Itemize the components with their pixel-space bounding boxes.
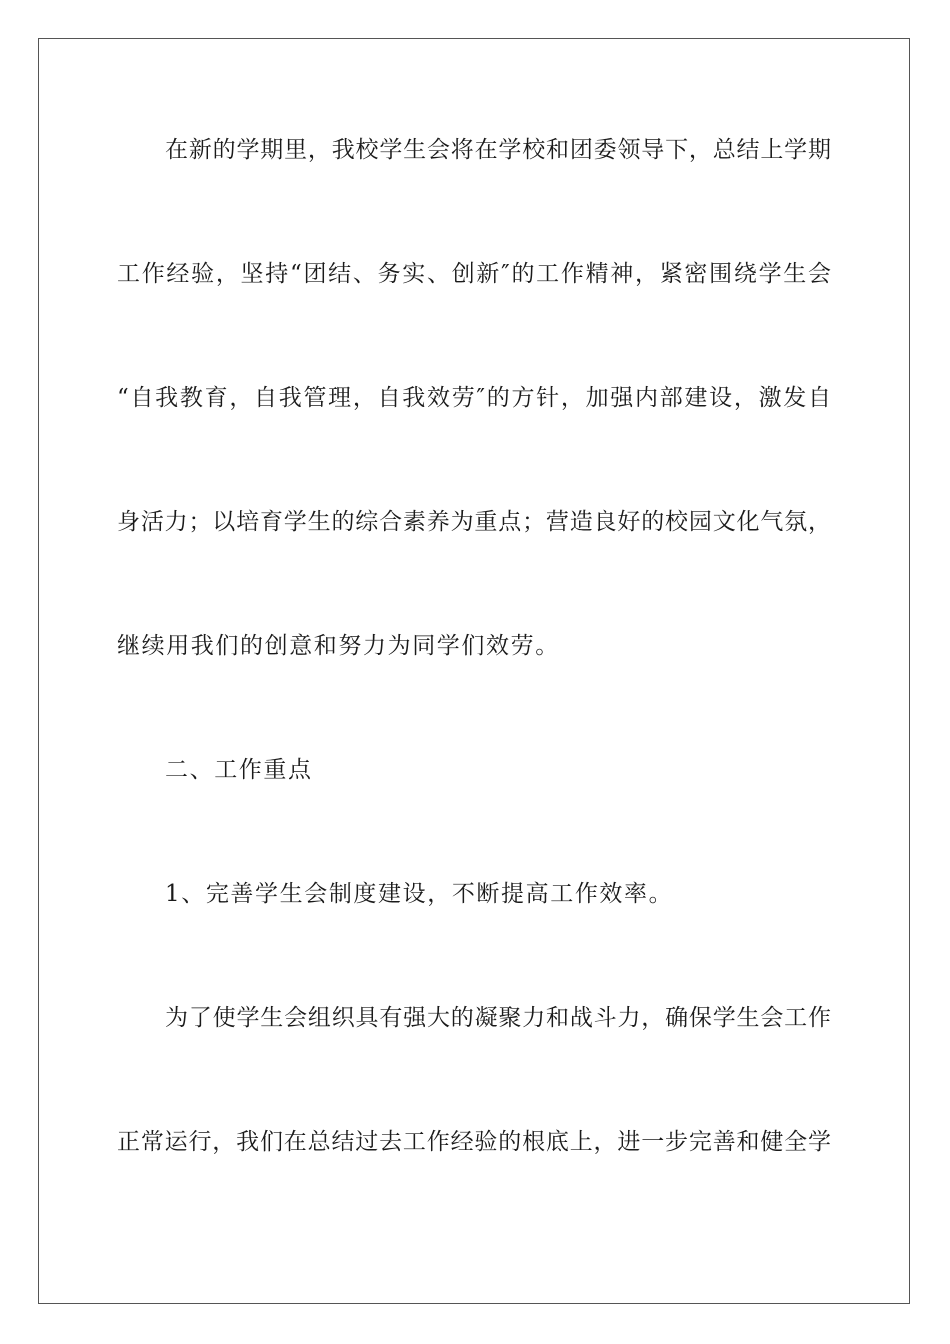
page-frame	[38, 38, 910, 1304]
paragraph-line: 身活力；以培育学生的综合素养为重点；营造良好的校园文化气氛，	[117, 509, 831, 535]
paragraph-line: 为了使学生会组织具有强大的凝聚力和战斗力，确保学生会工作	[165, 1005, 831, 1031]
paragraph-line: 正常运行，我们在总结过去工作经验的根底上，进一步完善和健全学	[117, 1129, 831, 1155]
paragraph-line: 在新的学期里，我校学生会将在学校和团委领导下，总结上学期	[165, 137, 831, 163]
paragraph-line: 工作经验，坚持“团结、务实、创新″的工作精神，紧密围绕学生会	[117, 261, 831, 287]
subsection-heading: 1、完善学生会制度建设，不断提高工作效率。	[165, 881, 674, 907]
paragraph-line: “自我教育，自我管理，自我效劳″的方针，加强内部建设，激发自	[117, 385, 831, 411]
paragraph-line: 继续用我们的创意和努力为同学们效劳。	[117, 633, 560, 659]
section-heading: 二、工作重点	[165, 757, 313, 783]
